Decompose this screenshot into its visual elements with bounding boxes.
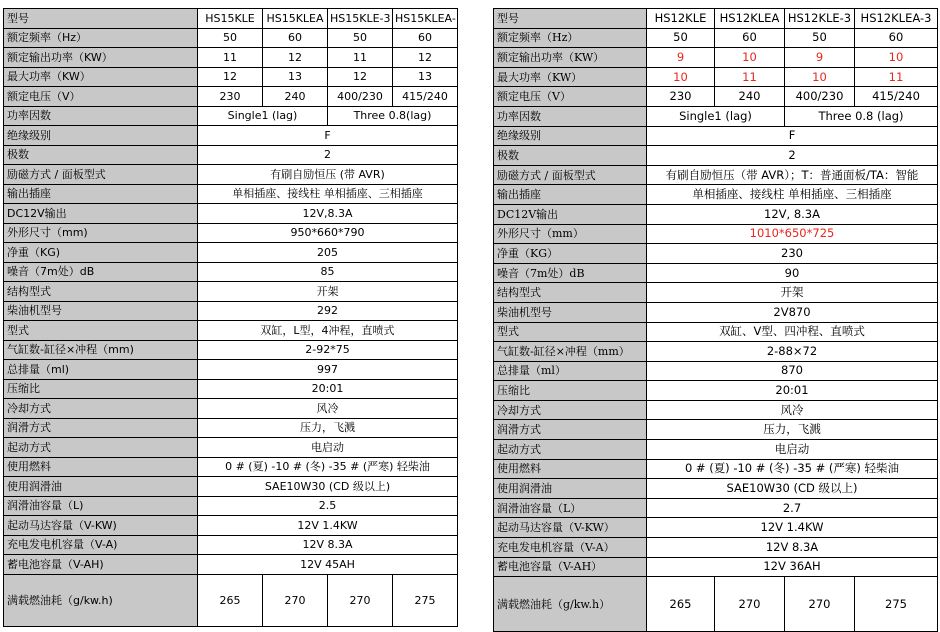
spec-row (4, 301, 458, 321)
spec-label: 绝缘级别 (494, 126, 647, 146)
spec-value: 2.7 (647, 498, 938, 518)
spec-value: 12V 1.4KW (647, 518, 938, 538)
spec-label: 蓄电池容量（V-AH) (4, 555, 198, 575)
spec-value: HS15KLE (198, 9, 263, 29)
spec-value: 275 (393, 574, 458, 626)
spec-label: 外形尺寸（mm） (494, 224, 647, 244)
spec-value: F (198, 126, 458, 146)
spec-value: 电启动 (198, 438, 458, 458)
spec-value: 12 (393, 48, 458, 68)
spec-row (494, 204, 938, 224)
spec-row (4, 204, 458, 224)
spec-value: 265 (647, 577, 715, 632)
spec-value: 2.5 (198, 496, 458, 516)
spec-row (4, 243, 458, 263)
spec-value: 风冷 (198, 399, 458, 419)
spec-label: 蓄电池容量（V-AH） (494, 557, 647, 577)
spec-label: 气缸数-缸径×冲程（mm) (4, 340, 198, 360)
spec-label: 使用润滑油 (4, 477, 198, 497)
spec-label: 净重（KG) (4, 243, 198, 263)
spec-value: 870 (647, 361, 938, 381)
spec-row (4, 28, 458, 48)
spec-label: 起动方式 (4, 438, 198, 458)
spec-value: 12 (263, 48, 328, 68)
spec-value: 2 (198, 145, 458, 165)
spec-value: 12V,8.3A (198, 204, 458, 224)
spec-row (4, 418, 458, 438)
spec-label: DC12V输出 (4, 204, 198, 224)
spec-value: 10 (647, 67, 715, 87)
spec-label: 额定电压（V） (494, 87, 647, 107)
spec-value: 12 (198, 67, 263, 87)
spec-value: 950*660*790 (198, 223, 458, 243)
spec-value: 270 (328, 574, 393, 626)
spec-row (4, 379, 458, 399)
spec-value: Single1 (lag) (198, 106, 328, 126)
spec-label: 型号 (4, 9, 198, 29)
spec-label: 使用润滑油 (494, 479, 647, 499)
spec-value: 292 (198, 301, 458, 321)
spec-label: 极数 (494, 146, 647, 166)
spec-value: 风冷 (647, 400, 938, 420)
spec-value: 12V 8.3A (198, 535, 458, 555)
spec-value: 415/240 (855, 87, 938, 107)
spec-value: 有刷自励恒压 (带 AVR) (198, 165, 458, 185)
spec-value: 400/230 (328, 87, 393, 107)
left-spec-table (3, 8, 458, 627)
spec-label: 充电发电机容量（V-A） (494, 538, 647, 558)
spec-value: 12V 8.3A (647, 538, 938, 558)
spec-value: 50 (328, 28, 393, 48)
spec-row (494, 400, 938, 420)
spec-label: 润滑方式 (4, 418, 198, 438)
spec-row (494, 538, 938, 558)
spec-label: 功率因数 (4, 106, 198, 126)
spec-value: 60 (715, 28, 785, 48)
spec-value: 单相插座、接线柱 单相插座、三相插座 (647, 185, 938, 205)
spec-row (4, 223, 458, 243)
spec-label: 冷却方式 (4, 399, 198, 419)
spec-value: HS15KLEA- (393, 9, 458, 29)
spec-label: 噪音（7m处）dB (4, 262, 198, 282)
spec-value: 50 (198, 28, 263, 48)
spec-value: 230 (198, 87, 263, 107)
spec-label: 满载燃油耗（g/kw.h） (494, 577, 647, 632)
spec-row (494, 302, 938, 322)
spec-value: 11 (715, 67, 785, 87)
spec-value: 50 (785, 28, 855, 48)
spec-row (494, 342, 938, 362)
spec-value: 20:01 (647, 381, 938, 401)
spec-label: 柴油机型号 (4, 301, 198, 321)
spec-value: 997 (198, 360, 458, 380)
spec-row (494, 498, 938, 518)
spec-value: Three 0.8(lag) (328, 106, 458, 126)
spec-value: 1010*650*725 (647, 224, 938, 244)
spec-label: 输出插座 (494, 185, 647, 205)
spec-value: 11 (328, 48, 393, 68)
spec-value: SAE10W30 (CD 级以上) (647, 479, 938, 499)
spec-value: 230 (647, 244, 938, 264)
spec-row (4, 574, 458, 626)
spec-label: 励磁方式 / 面板型式 (4, 165, 198, 185)
spec-row (494, 322, 938, 342)
spec-value: 265 (198, 574, 263, 626)
spec-label: 冷却方式 (494, 400, 647, 420)
spec-label: 净重（KG） (494, 244, 647, 264)
spec-value: 270 (785, 577, 855, 632)
spec-row (4, 399, 458, 419)
spec-row (494, 106, 938, 126)
spec-value: 双缸、V型、四冲程、直喷式 (647, 322, 938, 342)
spec-value: 0 # (夏) -10 # (冬) -35 # (严寒) 轻柴油 (198, 457, 458, 477)
spec-row (4, 496, 458, 516)
spec-value: HS12KLEA-3 (855, 9, 938, 29)
spec-label: 输出插座 (4, 184, 198, 204)
spec-label: 额定电压（V） (4, 87, 198, 107)
spec-value: 压力，飞溅 (198, 418, 458, 438)
spec-row (494, 381, 938, 401)
spec-value: 2-88×72 (647, 342, 938, 362)
spec-row (4, 145, 458, 165)
spec-value: 单相插座、接线柱 单相插座、三相插座 (198, 184, 458, 204)
spec-label: 结构型式 (494, 283, 647, 303)
spec-row (494, 185, 938, 205)
spec-value: 400/230 (785, 87, 855, 107)
spec-value: 12V 1.4KW (198, 516, 458, 536)
spec-row (494, 165, 938, 185)
spec-row (494, 126, 938, 146)
spec-label: 总排量（ml) (4, 360, 198, 380)
spec-row (494, 67, 938, 87)
spec-value: 开架 (198, 282, 458, 302)
spec-value: 2V870 (647, 302, 938, 322)
spec-row (4, 282, 458, 302)
spec-row (4, 184, 458, 204)
spec-label: 起动马达容量（V-KW) (4, 516, 198, 536)
spec-label: 额定频率（Hz） (4, 28, 198, 48)
spec-row (494, 459, 938, 479)
spec-label: 气缸数-缸径×冲程（mm） (494, 342, 647, 362)
spec-row (4, 457, 458, 477)
spec-label: 压缩比 (494, 381, 647, 401)
spec-row (4, 48, 458, 68)
spec-value: SAE10W30 (CD 级以上) (198, 477, 458, 497)
spec-row (4, 126, 458, 146)
spec-value: HS12KLE (647, 9, 715, 29)
spec-label: 满载燃油耗（g/kw.h) (4, 574, 198, 626)
spec-label: 型号 (494, 9, 647, 29)
spec-value: 50 (647, 28, 715, 48)
spec-value: 60 (393, 28, 458, 48)
spec-label: 绝缘级别 (4, 126, 198, 146)
spec-row (4, 555, 458, 575)
spec-label: 结构型式 (4, 282, 198, 302)
spec-row (4, 165, 458, 185)
spec-value: 10 (785, 67, 855, 87)
spec-value: Single1 (lag) (647, 106, 785, 126)
spec-label: 型式 (494, 322, 647, 342)
spec-row (494, 577, 938, 632)
spec-row (494, 87, 938, 107)
spec-label: 功率因数 (494, 106, 647, 126)
spec-value: 10 (715, 48, 785, 68)
spec-value: 有刷自励恒压（带 AVR）；T：普通面板/TA：智能 (647, 165, 938, 185)
spec-value: 90 (647, 263, 938, 283)
spec-row (494, 361, 938, 381)
right-spec-table (493, 8, 938, 632)
spec-value: 415/240 (393, 87, 458, 107)
spec-row (494, 440, 938, 460)
spec-label: 润滑油容量（L) (4, 496, 198, 516)
spec-value: 85 (198, 262, 458, 282)
spec-value: 9 (785, 48, 855, 68)
spec-value: 0 # (夏) -10 # (冬) -35 # (严寒) 轻柴油 (647, 459, 938, 479)
spec-label: 使用燃料 (4, 457, 198, 477)
spec-value: Three 0.8 (lag) (785, 106, 938, 126)
spec-label: 最大功率（KW） (494, 67, 647, 87)
spec-label: 充电发电机容量（V-A) (4, 535, 198, 555)
spec-label: 起动方式 (494, 440, 647, 460)
spec-row (494, 146, 938, 166)
spec-label: 型式 (4, 321, 198, 341)
spec-row (4, 438, 458, 458)
spec-label: DC12V输出 (494, 204, 647, 224)
spec-row (494, 283, 938, 303)
spec-row (494, 420, 938, 440)
spec-value: HS12KLEA (715, 9, 785, 29)
spec-label: 柴油机型号 (494, 302, 647, 322)
spec-value: 13 (393, 67, 458, 87)
spec-label: 额定频率（Hz） (494, 28, 647, 48)
spec-value: 12V 36AH (647, 557, 938, 577)
spec-row (494, 244, 938, 264)
spec-value: HS15KLEA (263, 9, 328, 29)
spec-value: 270 (263, 574, 328, 626)
spec-row (494, 557, 938, 577)
spec-row (494, 9, 938, 29)
spec-value: 12V, 8.3A (647, 204, 938, 224)
spec-row (4, 9, 458, 29)
spec-value: 20:01 (198, 379, 458, 399)
spec-value: 9 (647, 48, 715, 68)
spec-label: 总排量（ml） (494, 361, 647, 381)
spec-label: 极数 (4, 145, 198, 165)
spec-row (494, 263, 938, 283)
spec-row (4, 321, 458, 341)
spec-value: 压力，飞溅 (647, 420, 938, 440)
spec-value: 230 (647, 87, 715, 107)
spec-value: 240 (263, 87, 328, 107)
spec-row (494, 28, 938, 48)
spec-label: 额定输出功率（KW） (494, 48, 647, 68)
spec-label: 最大功率（KW） (4, 67, 198, 87)
spec-value: 2-92*75 (198, 340, 458, 360)
spec-value: 11 (198, 48, 263, 68)
left-spec-table-body (4, 9, 458, 627)
spec-value: 开架 (647, 283, 938, 303)
spec-value: 270 (715, 577, 785, 632)
spec-row (494, 224, 938, 244)
spec-label: 润滑油容量（L） (494, 498, 647, 518)
spec-label: 噪音（7m处）dB (494, 263, 647, 283)
spec-value: 205 (198, 243, 458, 263)
spec-label: 励磁方式 / 面板型式 (494, 165, 647, 185)
spec-row (4, 360, 458, 380)
spec-value: 双缸，L型，4冲程，直喷式 (198, 321, 458, 341)
spec-row (494, 48, 938, 68)
spec-value: 10 (855, 48, 938, 68)
spec-row (4, 67, 458, 87)
spec-value: 12V 45AH (198, 555, 458, 575)
spec-value: 11 (855, 67, 938, 87)
spec-row (494, 479, 938, 499)
spec-value: F (647, 126, 938, 146)
spec-value: HS12KLE-3 (785, 9, 855, 29)
right-spec-table-body (494, 9, 938, 632)
spec-label: 使用燃料 (494, 459, 647, 479)
spec-label: 压缩比 (4, 379, 198, 399)
spec-value: 240 (715, 87, 785, 107)
spec-label: 润滑方式 (494, 420, 647, 440)
spec-value: 电启动 (647, 440, 938, 460)
spec-row (4, 106, 458, 126)
spec-row (494, 518, 938, 538)
spec-value: 60 (855, 28, 938, 48)
spec-row (4, 516, 458, 536)
spec-row (4, 262, 458, 282)
spec-value: 60 (263, 28, 328, 48)
spec-value: 275 (855, 577, 938, 632)
spec-row (4, 535, 458, 555)
spec-label: 额定输出功率（KW） (4, 48, 198, 68)
spec-value: 13 (263, 67, 328, 87)
spec-row (4, 477, 458, 497)
spec-row (4, 87, 458, 107)
spec-value: 12 (328, 67, 393, 87)
spec-label: 起动马达容量（V-KW） (494, 518, 647, 538)
spec-value: 2 (647, 146, 938, 166)
spec-row (4, 340, 458, 360)
spec-value: HS15KLE-3 (328, 9, 393, 29)
spec-label: 外形尺寸（mm) (4, 223, 198, 243)
